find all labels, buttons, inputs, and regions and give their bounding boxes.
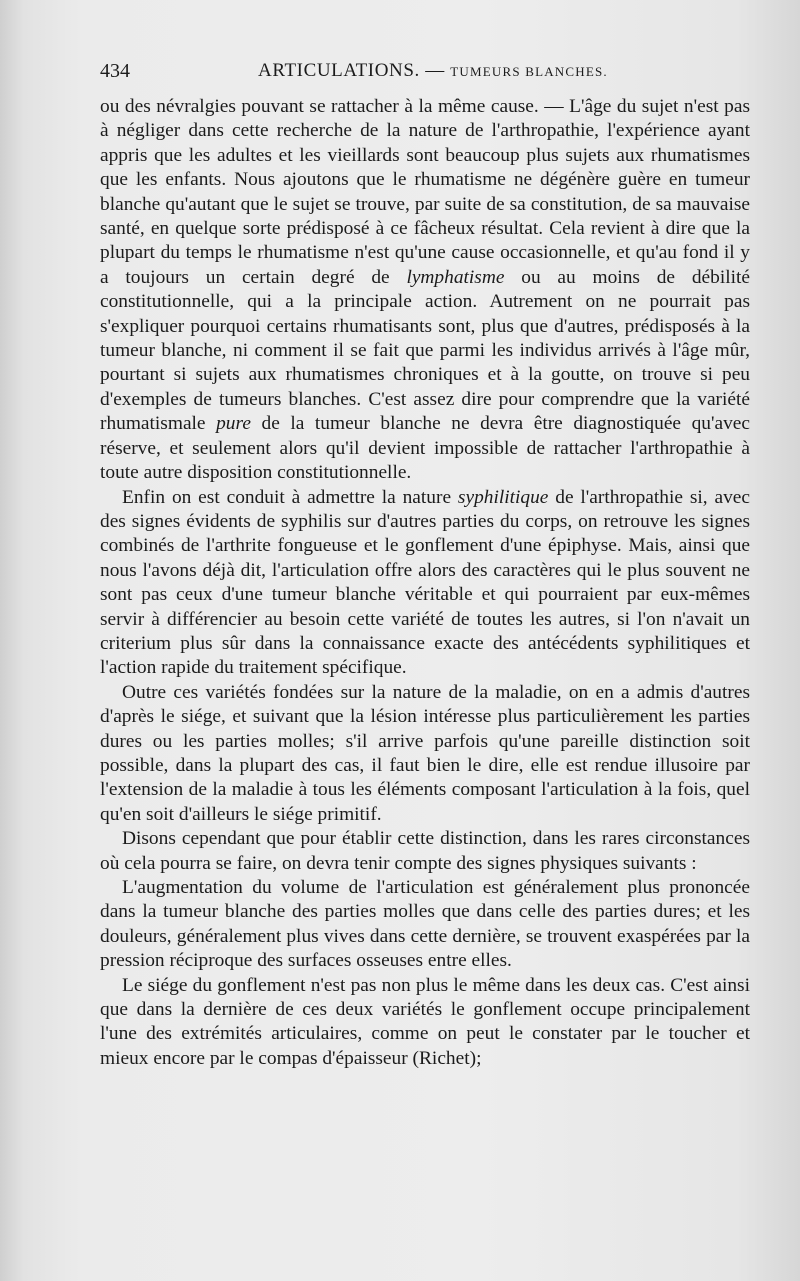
paragraph-varietes-siege: Outre ces variétés fondées sur la nature de la maladie, on en a admis d'autres d'après le siége, et suivant que la lésion intéresse plus particulièrement les parties dures ou les parties molles; s'il arrive parfois qu'une pareille distinction soit possible, dans la plupart des cas, il faut bien le dire, elle est rendue illusoire par l'extension de la maladie à tous les éléments composant l'articulation à la fois, quel qu'en soit d'ailleurs le siége primitif. xyxy=(100,681,750,825)
term-lymphatisme: lymphatisme xyxy=(406,266,505,288)
paragraph-distinction: Disons cependant que pour établir cette distinction, dans les rares circonstances où cela pourra se faire, on devra tenir compte des signes physiques suivants : xyxy=(100,828,750,874)
term-syphilitique: syphilitique xyxy=(457,486,549,508)
title-dash: — xyxy=(425,60,445,81)
running-header xyxy=(100,60,750,90)
running-title xyxy=(258,60,608,82)
paragraph-siege-gonflement: Le siége du gonflement n'est pas non plus le même dans les deux cas. C'est ainsi que dans la dernière de ces deux variétés le gonflement occupe principalement l'une des extrémités articulaires, comme on peut le constater par le toucher et mieux encore par le compas d'épaisseur (Richet); xyxy=(100,974,750,1069)
chapter-title: ARTICULATIONS. xyxy=(258,60,420,81)
page-number: 434 xyxy=(100,60,130,82)
paragraph-rhumatisme: ou des névralgies pouvant se rattacher à la même cause. — L'âge du sujet n'est pas à négliger dans cette recherche de la nature de l'arthropathie, l'expérience ayant appris que les adultes et les vieillards sont beaucoup plus sujets aux rhumatismes que les enfants. Nous ajoutons que le rhumatisme ne dégénère guère en tumeur blanche qu'autant que le sujet se trouve, par suite de sa constitution, de sa mauvaise santé, en quelque sorte prédisposé à ce fâcheux résultat. Cela revient à dire que la plupart du temps le rhumatisme n'est qu'une cause occasionnelle, et qu'au fond il y a toujours un certain degré de lymphatisme ou au moins de débilité constitutionnelle, qui a la principale action. Autrement on ne pourrait pas s'expliquer pourquoi certains rhumatisants sont, plus que d'autres, prédisposés à la tumeur blanche, ni comment il se fait que parmi les individus arrivés à l'âge mûr, pourtant si sujets aux rhumatismes chroniques et à la goutte, on trouve si peu d'exemples de tumeurs blanches. C'est assez dire pour comprendre que la variété rhumatismale pure de la tumeur blanche ne devra être diagnostiquée qu'avec réserve, et seulement alors qu'il devient impossible de rattacher l'arthropathie à toute autre disposition constitutionnelle. xyxy=(100,96,750,484)
body-text xyxy=(100,95,750,1071)
paragraph-augmentation: L'augmentation du volume de l'articulation est généralement plus prononcée dans la tumeur blanche des parties molles que dans celle des parties dures; et les douleurs, généralement plus vives dans cette dernière, se trouvent exaspérées par la pression réciproque des surfaces osseuses entre elles. xyxy=(100,877,750,972)
term-pure: pure xyxy=(216,413,251,435)
section-subtitle: TUMEURS BLANCHES. xyxy=(450,64,608,79)
paragraph-syphilitique: Enfin on est conduit à admettre la nature syphilitique de l'arthropathie si, avec des signes évidents de syphilis sur d'autres parties du corps, on retrouve les signes combinés de l'arthrite fongueuse et le gonflement d'une épiphyse. Mais, ainsi que nous l'avons déjà dit, l'articulation offre alors des caractères qui le plus souvent ne sont pas ceux d'une tumeur blanche véritable et qui pourraient par eux-mêmes servir à différencier au besoin cette variété de toutes les autres, si l'on n'avait un criterium plus sûr dans la connaissance exacte des antécédents syphilitiques et l'action rapide du traitement spécifique. xyxy=(100,486,750,679)
